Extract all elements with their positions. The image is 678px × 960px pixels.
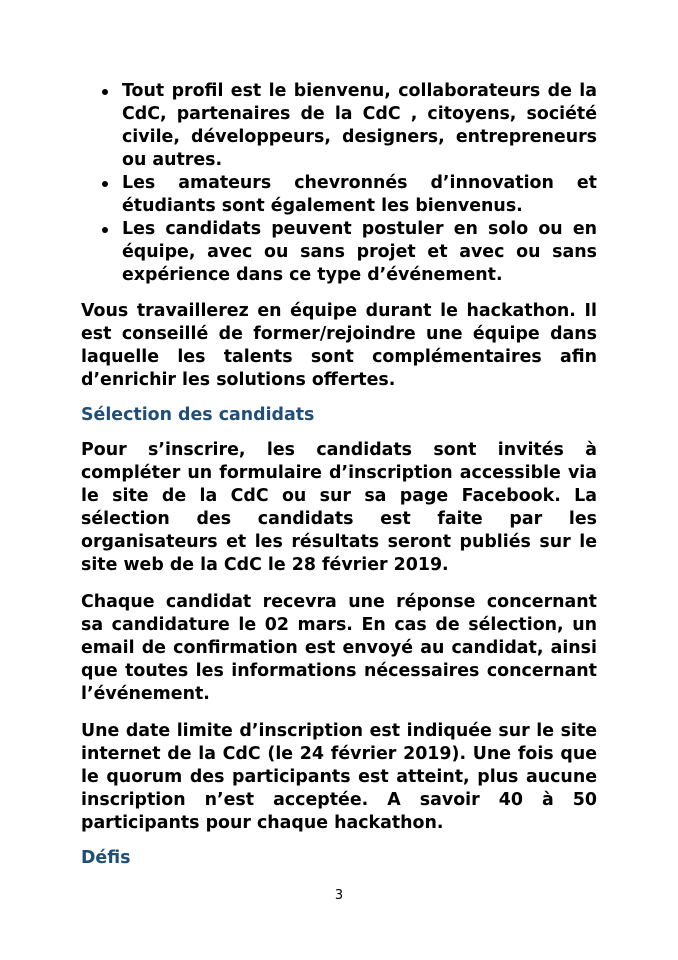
bullet-icon	[102, 89, 108, 95]
response-paragraph: Chaque candidat recevra une réponse concernant sa candidature le 02 mars. En cas de sélection, un email de confirmation est envoyé au candidat, ainsi que toutes les informations nécessaires concernant l’événement.	[81, 592, 597, 704]
deadline-paragraph: Une date limite d’inscription est indiquée sur le site internet de la CdC (le 24 février 2019). Une fois que le quorum des participants est atteint, plus aucune inscription n’est acceptée. A savoir 40 à 50 participants pour chaque hackathon.	[81, 721, 597, 833]
teamwork-paragraph: Vous travaillerez en équipe durant le hackathon. Il est conseillé de former/rejoindre une équipe dans laquelle les talents sont complémentaires afin d’enrichir les solutions offertes.	[81, 301, 597, 390]
page-number: 3	[334, 888, 344, 903]
bullet-icon	[102, 227, 108, 233]
registration-paragraph: Pour s’inscrire, les candidats sont invités à compléter un formulaire d’inscription accessible via le site de la CdC ou sur sa page Facebook. La sélection des candidats est faite par les organisateurs et les résultats seront publiés sur le site web de la CdC le 28 février 2019.	[81, 440, 597, 575]
list-item-text: Les candidats peuvent postuler en solo ou en équipe, avec ou sans projet et avec ou sans expérience dans ce type d’événement.	[122, 219, 597, 285]
section-heading-candidate-selection: Sélection des candidats	[81, 405, 315, 425]
list-item-text: Tout profil est le bienvenu, collaborateurs de la CdC, partenaires de la CdC , citoyens, société civile, développeurs, designers, entrepreneurs ou autres.	[122, 81, 597, 170]
list-item	[81, 80, 597, 172]
section-heading-challenges: Défis	[81, 848, 131, 868]
list-item-text: Les amateurs chevronnés d’innovation et étudiants sont également les bienvenus.	[122, 173, 597, 216]
participant-profile-list	[81, 80, 597, 287]
document-page-body	[81, 80, 597, 870]
bullet-icon	[102, 181, 108, 187]
list-item	[81, 172, 597, 218]
list-item	[81, 218, 597, 287]
